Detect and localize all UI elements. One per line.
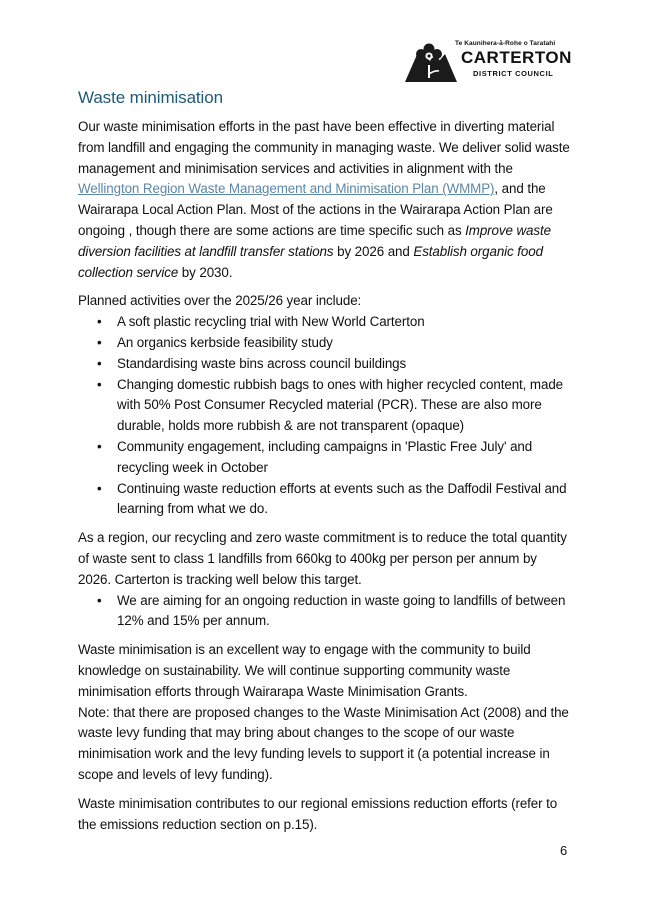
intro-text-a: Our waste minimisation efforts in the past have been effective in diverting material from landfill and engaging the community in managing waste. We deliver solid waste management and minimisation services and activities in alignment with the [78,119,570,176]
intro-emphasis-1: Improve waste diversion facilities at landfill transfer stations [78,222,551,259]
list-item: • Changing domestic rubbish bags to ones with higher recycled content, made with 50% Post Consumer Recycled material (PCR). These are also more durable, holds more rubbish & are not transparent (opaque) [78,375,570,437]
note-paragraph: Note: that there are proposed changes to the Waste Minimisation Act (2008) and the waste levy funding that may bring about changes to the scope of our waste minimisation work and the levy funding levels to support it (a potential increase in scope and levels of levy funding). [78,704,569,782]
regional-target-paragraph: As a region, our recycling and zero waste commitment is to reduce the total quantity of waste sent to class 1 landfills from 660kg to 400kg per person per annum by 2026. Carterton is tracking well below this target. [78,530,567,587]
section-heading: Waste minimisation [78,88,223,107]
planned-activities-intro: Planned activities over the 2025/26 year include: [78,293,362,309]
intro-text-b: , and the Wairarapa Local Action Plan. Most of the actions in the Wairarapa Action Plan are ongoing , though there are some actions are time specific such as [78,181,553,238]
logo-maori-name: Te Kaunihera-ā-Rohe o Taratahi [455,40,556,47]
council-logo [405,40,572,84]
intro-paragraph [78,117,570,283]
target-list [78,591,570,633]
intro-emphasis-2: Establish organic food collection service [78,243,543,280]
list-item: • Community engagement, including campaigns in 'Plastic Free July' and recycling week in October [78,437,570,479]
daffodil-logo-icon [405,40,457,84]
intro-text-d: by 2030. [178,264,233,280]
list-item: • An organics kerbside feasibility study [78,333,570,354]
emissions-paragraph: Waste minimisation contributes to our regional emissions reduction efforts (refer to the emissions reduction section on p.15). [78,795,558,832]
intro-text-c: by 2026 and [333,243,414,259]
logo-subtitle: DISTRICT COUNCIL [473,69,554,78]
page-content [78,88,570,843]
engagement-paragraph: Waste minimisation is an excellent way to engage with the community to build knowledge on sustainability. We will continue supporting community waste minimisation efforts through Wairarapa Waste Minimisation Grants. [78,642,531,699]
list-item: • Continuing waste reduction efforts at events such as the Daffodil Festival and learning from what we do. [78,479,570,521]
list-item: • We are aiming for an ongoing reduction in waste going to landfills of between 12% and 15% per annum. [78,591,570,633]
planned-activities-list [78,312,570,520]
wmmp-link[interactable]: Wellington Region Waste Management and Minimisation Plan (WMMP) [78,181,495,197]
logo-name: CARTERTON [461,48,572,67]
list-item: • A soft plastic recycling trial with New World Carterton [78,312,570,333]
list-item: • Standardising waste bins across council buildings [78,354,570,375]
page-number: 6 [560,843,568,858]
